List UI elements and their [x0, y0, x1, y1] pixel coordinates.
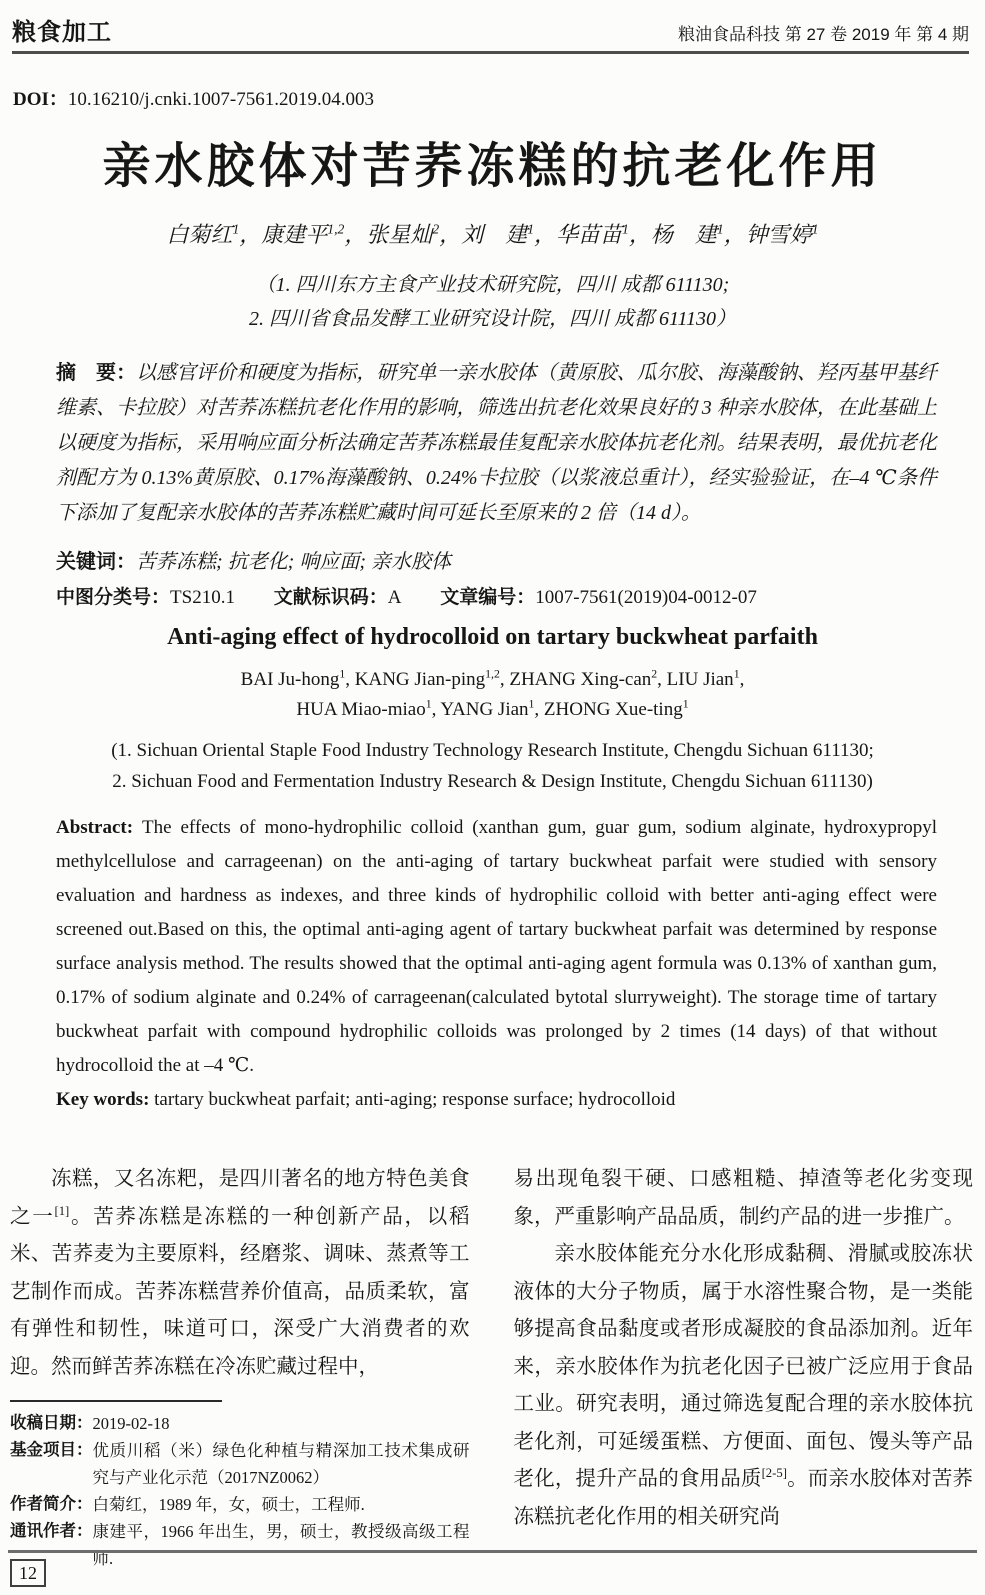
footnote-author-bio-text: 白菊红，1989 年，女，硕士，工程师. [92, 1495, 365, 1514]
clc-label: 中图分类号： [56, 587, 171, 608]
abstract-en [56, 811, 937, 1083]
footnote-row-author-bio [10, 1491, 470, 1518]
abstract-zh-text: 以感官评价和硬度为指标，研究单一亲水胶体（黄原胶、瓜尔胶、海藻酸钠、羟丙基甲基纤维素、卡拉胶）对苦荞冻糕抗老化作用的影响，筛选出抗老化效果良好的 3 种亲水胶体，在此基础上以硬度为指标，采用响应面分析法确定苦荞冻糕最佳复配亲水胶体抗老化剂。结果表明，最优抗老化剂配方为 0.13%黄原胶、0.17%海藻酸钠、0.24%卡拉胶（以浆液总重计），经实验验证，在–4 ℃条件下添加了复配亲水胶体的苦荞冻糕贮藏时间可延长至原来的 2 倍（14 d）。 [56, 362, 938, 524]
author-list-zh: 白菊红$^1$，康建平$^{1,2}$，张星灿$^2$，刘 建$^1$，华苗苗$^1$，杨 建$^1$，钟雪婷$^1$ [166, 221, 819, 247]
body-column-right [514, 1161, 974, 1572]
keywords-en-label: Key words: [56, 1089, 155, 1110]
header-section-label: 粮食加工 [12, 19, 112, 46]
footnote-fund-label: 基金项目： [10, 1441, 93, 1459]
clc-value: TS210.1 [170, 587, 235, 608]
footnote-row-corresponding [10, 1518, 470, 1572]
footnote-divider [10, 1400, 222, 1402]
keywords-zh [56, 545, 937, 580]
doi-value: 10.16210/j.cnki.1007-7561.2019.04.003 [67, 89, 375, 110]
classification-line [56, 580, 937, 615]
affiliations-en [0, 735, 985, 797]
abstract-en-label: Abstract: [56, 817, 142, 838]
affiliation-en-1: (1. Sichuan Oriental Staple Food Industry Technology Research Institute, Chengdu Sichuan 611130; [111, 740, 874, 761]
body-column-left [10, 1161, 470, 1572]
keywords-en-text: tartary buckwheat parfait; anti-aging; response surface; hydrocolloid [154, 1089, 676, 1110]
article-id-pair [440, 587, 757, 608]
footnote-row-fund [10, 1437, 470, 1491]
author-list-en-line1: BAI Ju-hong$^1$, KANG Jian-ping$^{1,2}$, ZHANG Xing-can$^2$, LIU Jian$^1$, [240, 667, 745, 690]
doc-code-label: 文献标识码： [273, 587, 388, 608]
footnote-row-received [10, 1410, 470, 1437]
page-number: 12 [10, 1559, 46, 1587]
abstract-en-text: The effects of mono-hydrophilic colloid (xanthan gum, guar gum, sodium alginate, hydroxypropyl methylcellulose and carrageenan) on the anti-aging of tartary buckwheat parfait were studied with sensory evaluation and hardness as indexes, and three kinds of hydrophilic colloid with better anti-aging effect were screened out.Based on this, the optimal anti-aging agent of tartary buckwheat parfait was determined by response surface analysis method. The results showed that the optimal anti-aging agent formula was 0.13% of xanthan gum, 0.17% of sodium alginate and 0.24% of carrageenan(calculated bytotal slurryweight). The storage time of tartary buckwheat parfait with compound hydrophilic colloids was prolonged by 2 times (14 days) of that without hydrocolloid the at –4 ℃. [56, 817, 938, 1076]
footnote-corresponding-label: 通讯作者： [10, 1522, 93, 1540]
footnote-author-bio-label: 作者简介： [10, 1495, 93, 1513]
doi-line [13, 88, 985, 112]
footnote-received-text: 2019-02-18 [92, 1414, 170, 1433]
doc-code-value: A [387, 587, 402, 608]
affiliations-zh [0, 268, 985, 336]
affiliation-zh-2: 2. 四川省食品发酵工业研究设计院，四川 成都 611130） [248, 308, 737, 330]
affiliation-zh-1: （1. 四川东方主食产业技术研究院，四川 成都 611130; [255, 274, 730, 296]
article-id-label: 文章编号： [440, 587, 536, 608]
footer-rule [8, 1550, 977, 1553]
doc-code-pair [274, 587, 402, 608]
abstract-zh-label: 摘 要： [56, 362, 137, 384]
affiliation-en-2: 2. Sichuan Food and Fermentation Industry Research & Design Institute, Chengdu Sichuan 611130) [112, 771, 873, 792]
doi-label: DOI： [13, 89, 68, 110]
author-list-en [0, 665, 985, 725]
abstract-zh [56, 356, 937, 531]
footnote-block [10, 1400, 470, 1572]
keywords-zh-text: 苦荞冻糕; 抗老化; 响应面; 亲水胶体 [136, 551, 451, 573]
body-paragraph-right-1: 易出现龟裂干硬、口感粗糙、掉渣等老化劣变现象，严重影响产品品质，制约产品的进一步推广。 [513, 1168, 973, 1228]
footnote-corresponding-text: 康建平，1966 年出生，男，硕士，教授级高级工程师. [92, 1522, 470, 1568]
clc-pair [56, 587, 235, 608]
body-paragraph-right-2: 亲水胶体能充分水化形成黏稠、滑腻或胶冻状液体的大分子物质，属于水溶性聚合物，是一类能够提高食品黏度或者形成凝胶的食品添加剂。近年来，亲水胶体作为抗老化因子已被广泛应用于食品工业。研究表明，通过筛选复配合理的亲水胶体抗老化剂，可延缓蛋糕、方便面、面包、馒头等产品老化，提升产品的食用品质[2-5]。而亲水胶体对苦荞冻糕抗老化作用的相关研究尚 [513, 1243, 974, 1528]
keywords-en [56, 1083, 937, 1117]
article-id-value: 1007-7561(2019)04-0012-07 [535, 587, 757, 608]
header-journal-info: 粮油食品科技 第 27 卷 2019 年 第 4 期 [678, 25, 969, 44]
footnote-received-label: 收稿日期： [10, 1414, 93, 1432]
paper-title-zh: 亲水胶体对苦荞冻糕的抗老化作用 [102, 140, 883, 193]
body-paragraph-left-1: 冻糕，又名冻粑，是四川著名的地方特色美食之一[1]。苦荞冻糕是冻糕的一种创新产品，以稻米、苦荞麦为主要原料，经磨浆、调味、蒸煮等工艺制作而成。苦荞冻糕营养价值高，品质柔软，富有弹性和韧性，味道可口，深受广大消费者的欢迎。然而鲜苦荞冻糕在冷冻贮藏过程中， [10, 1168, 470, 1378]
footnote-fund-text: 优质川稻（米）绿色化种植与精深加工技术集成研究与产业化示范（2017NZ0062） [92, 1441, 470, 1487]
journal-header [12, 0, 969, 54]
author-list-en-line2: HUA Miao-miao$^1$, YANG Jian$^1$, ZHONG Xue-ting$^1$ [296, 697, 689, 720]
body-columns [10, 1161, 973, 1572]
keywords-zh-label: 关键词： [56, 551, 136, 573]
paper-title-en: Anti-aging effect of hydrocolloid on tartary buckwheat parfaith [167, 624, 818, 650]
